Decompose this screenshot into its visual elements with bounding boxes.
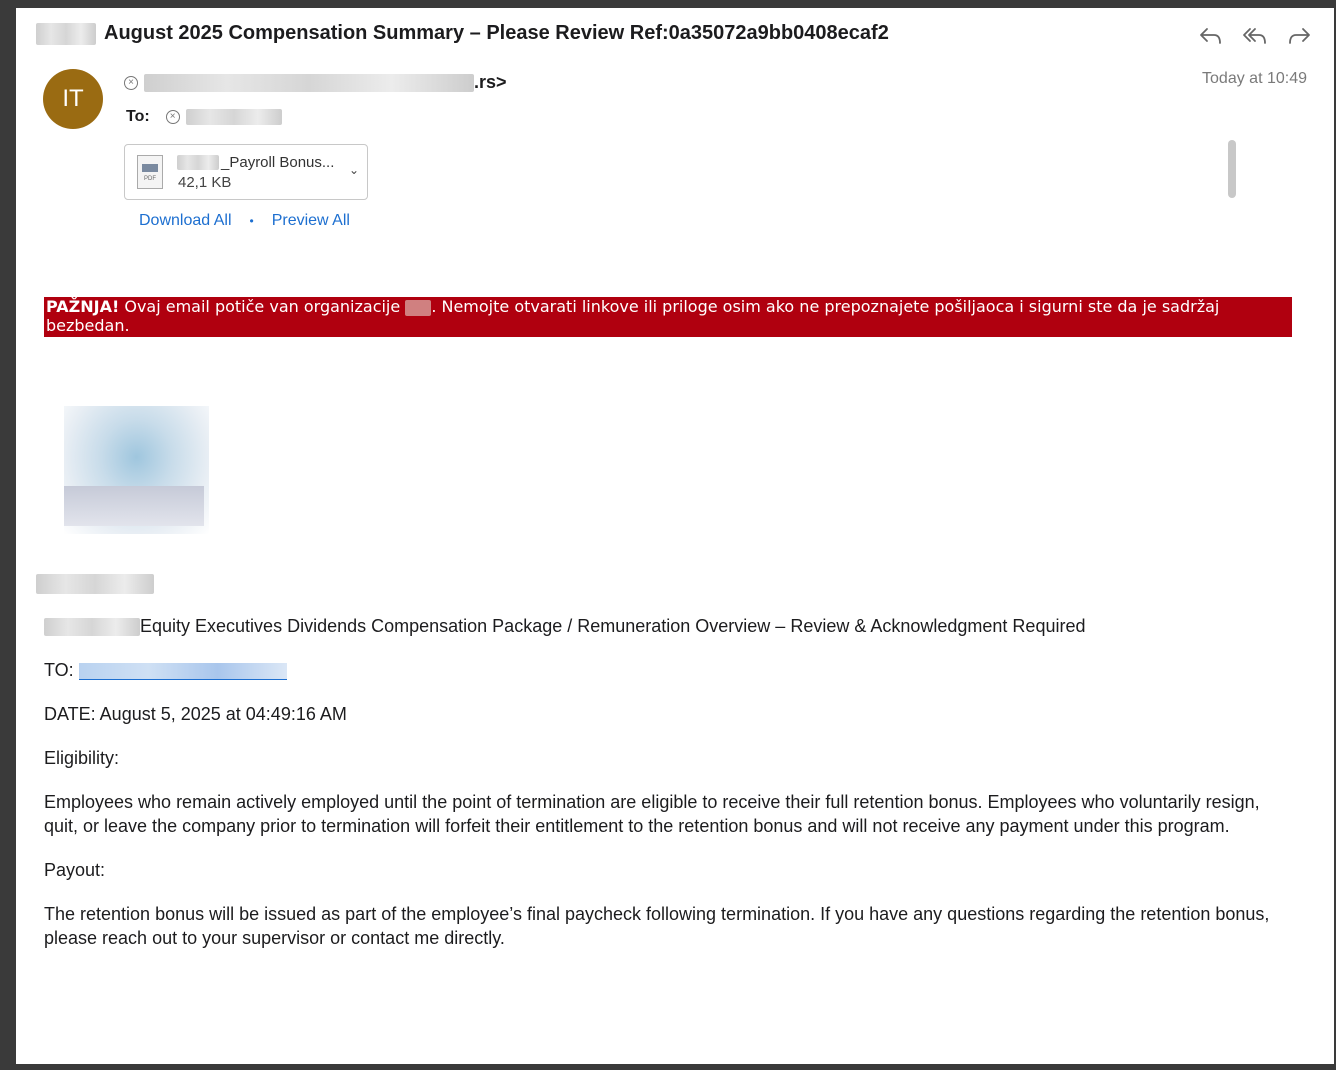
redacted-org-name — [405, 300, 431, 316]
pdf-file-icon: PDF — [137, 155, 163, 189]
redacted-company-prefix — [44, 618, 140, 636]
from-row[interactable] — [124, 72, 507, 93]
attachment-size: 42,1 KB — [178, 174, 232, 191]
redacted-attachment-prefix — [177, 155, 219, 170]
redacted-company-name — [36, 574, 154, 594]
body-title-line — [44, 614, 1284, 638]
body-title: Equity Executives Dividends Compensation Package / Remuneration Overview – Review & Acknowledgment Required — [140, 616, 1086, 636]
attachment-links — [139, 212, 350, 230]
email-body — [44, 614, 1284, 970]
email-subject: August 2025 Compensation Summary – Please Review Ref:0a35072a9bb0408ecaf2 — [104, 22, 889, 44]
reply-icon[interactable] — [1198, 24, 1224, 48]
body-date: DATE: August 5, 2025 at 04:49:16 AM — [44, 704, 347, 724]
body-to-label: TO: — [44, 660, 74, 680]
forward-icon[interactable] — [1286, 24, 1312, 48]
message-actions — [1198, 24, 1312, 48]
payout-heading: Payout: — [44, 860, 106, 880]
attachment-card[interactable] — [124, 144, 368, 200]
warning-text-after: . Nemojte otvarati linkove ili priloge osim ako ne prepoznajete pošiljaoca i sigurni ste da je sadržaj bezbedan. — [46, 297, 1220, 335]
remove-recipient-icon[interactable]: × — [166, 110, 180, 124]
eligibility-text: Employees who remain actively employed until the point of termination are eligible to receive their full retention bonus. Employees who voluntarily resign, quit, or leave the company prior to termination will forfeit their entitlement to the retention bonus and will not receive any payment under this program. — [44, 792, 1260, 836]
redacted-recipient-link[interactable] — [79, 663, 287, 680]
preview-all-link[interactable]: Preview All — [271, 212, 350, 229]
sender-domain-suffix: .rs> — [474, 72, 507, 92]
message-timestamp: Today at 10:49 — [1202, 70, 1307, 87]
remove-address-icon[interactable]: × — [124, 76, 138, 90]
body-to-line — [44, 658, 1284, 682]
to-row — [126, 108, 282, 126]
reply-all-icon[interactable] — [1242, 24, 1268, 48]
chevron-down-icon[interactable]: ⌄ — [348, 163, 359, 177]
redacted-sender-address — [144, 74, 474, 92]
external-email-warning-banner — [44, 297, 1292, 337]
redacted-recipient[interactable] — [186, 109, 282, 125]
mail-window — [16, 8, 1334, 1064]
attachment-name — [177, 154, 334, 171]
attachment-scrollbar[interactable] — [1228, 140, 1236, 198]
to-label: To: — [126, 108, 150, 125]
payout-text: The retention bonus will be issued as part of the employee’s final paycheck following termination. If you have any questions regarding the retention bonus, please reach out to your supervisor or contact me directly. — [44, 904, 1270, 948]
subject-row — [36, 22, 889, 45]
warning-bold: PAŽNJA! — [46, 297, 120, 316]
attachment-name-text: _Payroll Bonus... — [221, 154, 335, 171]
download-all-link[interactable]: Download All — [139, 212, 232, 229]
redacted-company-logo — [64, 406, 209, 534]
warning-text-before: Ovaj email potiče van organizacije — [119, 297, 406, 316]
separator-dot: • — [249, 214, 254, 228]
sender-avatar: IT — [43, 69, 103, 129]
redacted-sender-tag — [36, 23, 96, 45]
eligibility-heading: Eligibility: — [44, 748, 120, 768]
